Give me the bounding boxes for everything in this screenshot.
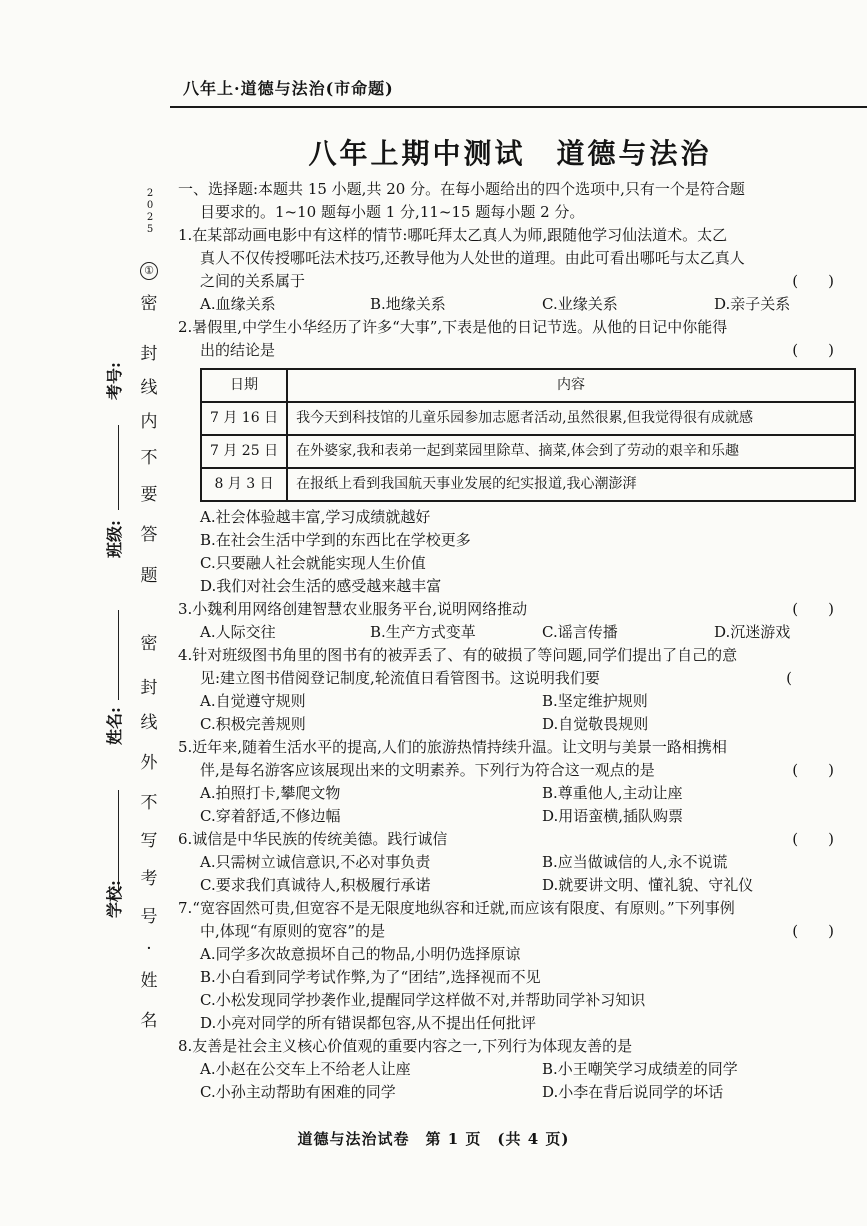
question-text — [178, 920, 838, 943]
option[interactable]: A.自觉遵守规则 — [200, 692, 306, 710]
option[interactable]: A.小赵在公交车上不给老人让座 — [200, 1060, 411, 1078]
question-stem: 出的结论是 — [200, 341, 276, 359]
option[interactable]: B.应当做诚信的人,永不说谎 — [542, 853, 728, 871]
option[interactable]: C.业缘关系 — [542, 295, 618, 313]
option[interactable]: C.小孙主动帮助有困难的同学 — [200, 1083, 396, 1101]
name-line[interactable] — [118, 790, 119, 890]
option[interactable]: D.小亮对同学的所有错误都包容,从不提出任何批评 — [200, 1014, 537, 1032]
seal-char: 号 — [140, 907, 158, 927]
answer-paren[interactable]: ( ) — [792, 341, 834, 359]
answer-paren[interactable]: ( ) — [792, 922, 834, 940]
question-stem: 中,体现“有原则的宽容”的是 — [200, 922, 386, 940]
question-text: 1.在某部动画电影中有这样的情节:哪吒拜太乙真人为师,跟随他学习仙法道术。太乙 — [178, 226, 728, 244]
options-row — [178, 874, 838, 897]
seal-char: 不 — [140, 793, 158, 813]
page-title: 八年上期中测试 道德与法治 — [308, 137, 712, 170]
question-text — [178, 759, 838, 782]
option[interactable]: D.就要讲文明、懂礼貌、守礼仪 — [542, 876, 754, 894]
question-text — [178, 828, 838, 851]
option[interactable]: C.只要融人社会就能实现人生价值 — [200, 554, 426, 572]
answer-paren[interactable]: ( ) — [792, 761, 834, 779]
side-digit: 2 — [146, 188, 154, 199]
side-year — [144, 188, 156, 236]
name-label: 姓名: — [105, 707, 124, 745]
question-stem: 之间的关系属于 — [200, 272, 306, 290]
circled-number: ① — [140, 262, 158, 280]
page-footer: 道德与法治试卷 第 1 页 (共 4 页) — [297, 1130, 570, 1148]
answer-paren[interactable]: ( ) — [792, 600, 834, 618]
seal-char: 密 — [140, 294, 158, 314]
option[interactable]: B.小王嘲笑学习成绩差的同学 — [542, 1060, 738, 1078]
options-row — [178, 1058, 838, 1081]
question-stem: 6.诚信是中华民族的传统美德。践行诚信 — [178, 830, 448, 848]
options-row — [178, 690, 838, 713]
option[interactable]: A.拍照打卡,攀爬文物 — [200, 784, 341, 802]
options-row — [178, 293, 838, 316]
class-label: 班级: — [105, 520, 124, 558]
option[interactable]: A.只需树立诚信意识,不必对事负责 — [200, 853, 431, 871]
seal-char: 考 — [140, 869, 158, 889]
question-text: 2.暑假里,中学生小华经历了许多“大事”,下表是他的日记节选。从他的日记中你能得 — [178, 318, 728, 336]
question-stem: 见:建立图书借阅登记制度,轮流值日看管图书。这说明我们要 — [200, 669, 600, 687]
exam-content — [178, 178, 838, 1104]
question-text: 8.友善是社会主义核心价值观的重要内容之一,下列行为体现友善的是 — [178, 1037, 633, 1055]
option[interactable]: D.亲子关系 — [714, 295, 791, 313]
option[interactable]: D.用语蛮横,插队购票 — [542, 807, 684, 825]
table-header-row — [201, 369, 855, 402]
option[interactable]: C.小松发现同学抄袭作业,提醒同学这样做不对,并帮助同学补习知识 — [200, 991, 646, 1009]
table-cell: 在外婆家,我和表弟一起到菜园里除草、摘菜,体会到了劳动的艰辛和乐趣 — [287, 435, 855, 468]
side-digit: 0 — [146, 200, 154, 211]
table-cell: 8 月 3 日 — [201, 468, 287, 501]
exam-number-label: 考号: — [105, 362, 124, 400]
school-label: 学校: — [105, 880, 124, 918]
table-cell: 我今天到科技馆的儿童乐园参加志愿者活动,虽然很累,但我觉得很有成就感 — [287, 402, 855, 435]
table-cell: 在报纸上看到我国航天事业发展的纪实报道,我心潮澎湃 — [287, 468, 855, 501]
question-text — [178, 270, 838, 293]
side-digit: 2 — [146, 212, 154, 223]
option[interactable]: C.穿着舒适,不修边幅 — [200, 807, 341, 825]
answer-paren[interactable]: ( — [786, 669, 792, 687]
option[interactable]: A.同学多次故意损坏自己的物品,小明仍选择原谅 — [200, 945, 521, 963]
question-stem: 3.小魏利用网络创建智慧农业服务平台,说明网络推动 — [178, 600, 528, 618]
seal-char: 写 — [140, 831, 158, 851]
table-cell: 7 月 16 日 — [201, 402, 287, 435]
seal-char: 外 — [140, 753, 158, 773]
table-row — [201, 435, 855, 468]
table-header: 日期 — [201, 369, 287, 402]
table-header: 内容 — [287, 369, 855, 402]
side-digit: 5 — [146, 224, 154, 235]
seal-char: 线 — [140, 378, 158, 398]
question-text — [178, 667, 838, 690]
option[interactable]: D.小李在背后说同学的坏话 — [542, 1083, 724, 1101]
option[interactable]: A.人际交往 — [200, 623, 276, 641]
question-text: 真人不仅传授哪吒法术技巧,还教导他为人处世的道理。由此可看出哪吒与太乙真人 — [200, 249, 745, 267]
options-row — [178, 851, 838, 874]
seal-char: 名 — [140, 1011, 158, 1031]
question-text — [178, 339, 838, 362]
option[interactable]: A.社会体验越丰富,学习成绩就越好 — [200, 508, 431, 526]
seal-char: 封 — [140, 678, 158, 698]
option[interactable]: B.地缘关系 — [370, 295, 446, 313]
question-text — [178, 598, 838, 621]
option[interactable]: D.自觉敬畏规则 — [542, 715, 649, 733]
option[interactable]: D.我们对社会生活的感受越来越丰富 — [200, 577, 442, 595]
question-text: 4.针对班级图书角里的图书有的被弄丢了、有的破损了等问题,同学们提出了自己的意 — [178, 646, 738, 664]
options-row — [178, 713, 838, 736]
section-instruction: 一、选择题:本题共 15 小题,共 20 分。在每小题给出的四个选项中,只有一个是符合题 — [178, 180, 745, 198]
option[interactable]: C.要求我们真诚待人,积极履行承诺 — [200, 876, 431, 894]
seal-char: 答 — [140, 525, 158, 545]
question-text: 7.“宽容固然可贵,但宽容不是无限度地纵容和迁就,而应该有限度、有原则。”下列事例 — [178, 899, 735, 917]
table-row — [201, 468, 855, 501]
diary-table — [200, 368, 856, 502]
option[interactable]: D.沉迷游戏 — [714, 623, 791, 641]
question-text: 5.近年来,随着生活水平的提高,人们的旅游热情持续升温。让文明与美景一路相携相 — [178, 738, 727, 756]
seal-char: 不 — [140, 448, 158, 468]
section-instruction: 目要求的。1~10 题每小题 1 分,11~15 题每小题 2 分。 — [200, 203, 585, 221]
exam-number-line[interactable] — [118, 425, 119, 510]
option[interactable]: C.积极完善规则 — [200, 715, 306, 733]
seal-char: 线 — [140, 713, 158, 733]
option[interactable]: B.尊重他人,主动让座 — [542, 784, 683, 802]
class-line[interactable] — [118, 610, 119, 700]
seal-char: 题 — [140, 566, 158, 586]
options-row — [178, 805, 838, 828]
option[interactable]: C.谣言传播 — [542, 623, 618, 641]
option[interactable]: B.在社会生活中学到的东西比在学校更多 — [200, 531, 471, 549]
option[interactable]: B.生产方式变革 — [370, 623, 476, 641]
answer-paren[interactable]: ( ) — [792, 272, 834, 290]
answer-paren[interactable]: ( ) — [792, 830, 834, 848]
seal-char: · — [146, 939, 152, 959]
table-row — [201, 402, 855, 435]
header-rule — [170, 106, 867, 108]
seal-char: 密 — [140, 634, 158, 654]
question-stem: 伴,是每名游客应该展现出来的文明素养。下列行为符合这一观点的是 — [200, 761, 655, 779]
option[interactable]: B.小白看到同学考试作弊,为了“团结”,选择视而不见 — [200, 968, 541, 986]
seal-char: 封 — [140, 344, 158, 364]
running-header: 八年上·道德与法治(市命题) — [183, 79, 394, 98]
table-cell: 7 月 25 日 — [201, 435, 287, 468]
seal-char: 姓 — [140, 971, 158, 991]
options-row — [178, 782, 838, 805]
options-row — [178, 621, 838, 644]
option[interactable]: A.血缘关系 — [200, 295, 276, 313]
seal-char: 内 — [140, 412, 158, 432]
seal-char: 要 — [140, 485, 158, 505]
options-row — [178, 1081, 838, 1104]
option[interactable]: B.坚定维护规则 — [542, 692, 648, 710]
